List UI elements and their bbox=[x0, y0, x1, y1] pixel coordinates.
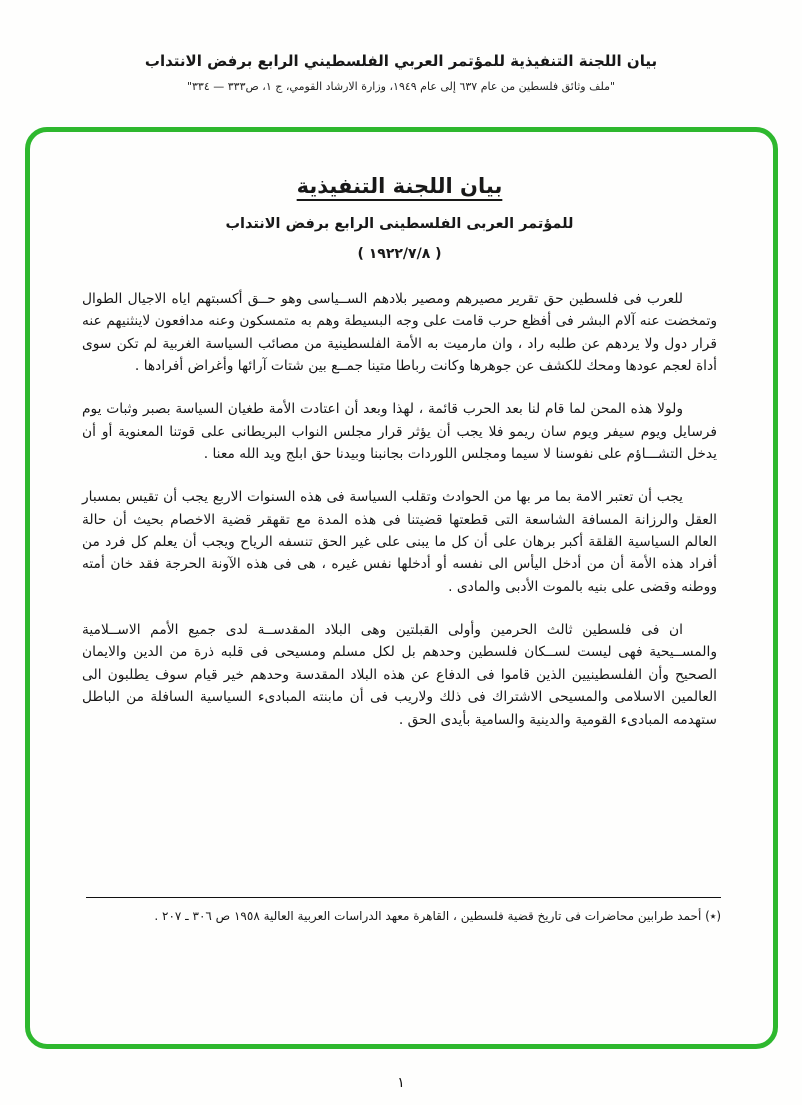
document-date: ( ١٩٢٢/٧/٨ ) bbox=[357, 246, 442, 262]
paragraph: للعرب فى فلسطين حق تقرير مصيرهم ومصير بلادهم الســياسى وهو حــق أكسبتهم اياه الاجيال الطوال وتمخضت عنه آلام البشر فى أفظع حرب قامت على وجه البسيطة وهم به متمسكون وعنه مدافعون لاينثنيهم عنه قرار دول ولا يردهم عن طلبه راد ، وان مارميت به الأمة الفلسطينية من مصائب السياسة الغربية لم تكن سوى أداة لعجم عودها ومحك للكشف عن جوهرها وكانت رباطا متينا جمــع بين شتات آرائها وأغراض أفرادها . bbox=[82, 291, 717, 375]
paragraph: ان فى فلسطين ثالث الحرمين وأولى القبلتين وهى البلاد المقدســة لدى جميع الأمم الاســلامية والمســيحية فهى ليست لســكان فلسطين وحدهم بل لكل مسلم ومسيحى فى قلبه ذرة من الدين والايمان الصحيح وأن الفلسطينيين الذين قاموا فى الدفاع عن هذه البلاد المقدسة وحدهم خير قيام سوف يطلبون الى العالمين الاسلامى والمسيحى الاشتراك فى ذلك ولاريب فى أن مابنته المبادىء السياسية السافلة من الباطل ستهدمه المبادىء القومية والدينية والسامية بأيدى الحق . bbox=[82, 622, 717, 728]
header-source-citation: "ملف وثائق فلسطين من عام ٦٣٧ إلى عام ١٩٤٩، وزارة الارشاد القومي، ج ١، ص٣٣٣ — ٣٣٤" bbox=[186, 80, 616, 93]
document-text bbox=[82, 288, 717, 731]
paragraph: ولولا هذه المحن لما قام لنا بعد الحرب قائمة ، لهذا وبعد أن اعتادت الأمة طغيان السياسة بصبر وثبات يوم فرسايل ويوم سيفر ويوم سان ريمو فلا يجب أن يؤثر قرار مجلس النواب البريطانى على قوتنا المعنوية أو أن يدخل التشـــاؤم على نفوسنا لا سيما ومجلس اللوردات بجانبنا وبيدنا حق ابلج ويد الله معنا . bbox=[82, 401, 717, 463]
page-number: ١ bbox=[397, 1075, 405, 1091]
paragraph: يجب أن تعتبر الامة بما مر بها من الحوادث وتقلب السياسة فى هذه السنوات الاربع يجب أن تقيس بمسبار العقل والرزانة المسافة الشاسعة التى قطعتها قضيتنا فى هذه المدة مع تقهقر قضية الاخصام بحيث أن حالة العالم السياسية القلقة أكبر برهان على أن كل ما يبنى على غير الحق تنسفه الرياح ويجب أن يعلم كل فرد من أفراد هذه الأمة أن من أدخل اليأس الى نفسه أو أدخلها نفس غيره ، هى فى هذه الآونة الحرجة فقد خان أمته ووطنه وقضى على بنيه بالموت الأدبى والمادى . bbox=[82, 489, 717, 595]
document-border bbox=[25, 127, 778, 1049]
document-title: بيان اللجنة التنفيذية bbox=[296, 174, 503, 198]
header-title: بيان اللجنة التنفيذية للمؤتمر العربي الفلسطيني الرابع برفض الانتداب bbox=[144, 52, 658, 70]
document-body bbox=[30, 132, 773, 1044]
document-header bbox=[0, 52, 802, 93]
footnote: (٭) أحمد طرابين محاضرات فى تاريخ قضية فلسطين ، القاهرة معهد الدراسات العربية العالية ١٩٥٨ ص ٣٠٦ ـ ٢٠٧ . bbox=[86, 897, 721, 926]
document-subtitle: للمؤتمر العربى الفلسطينى الرابع برفض الانتداب bbox=[225, 216, 574, 232]
